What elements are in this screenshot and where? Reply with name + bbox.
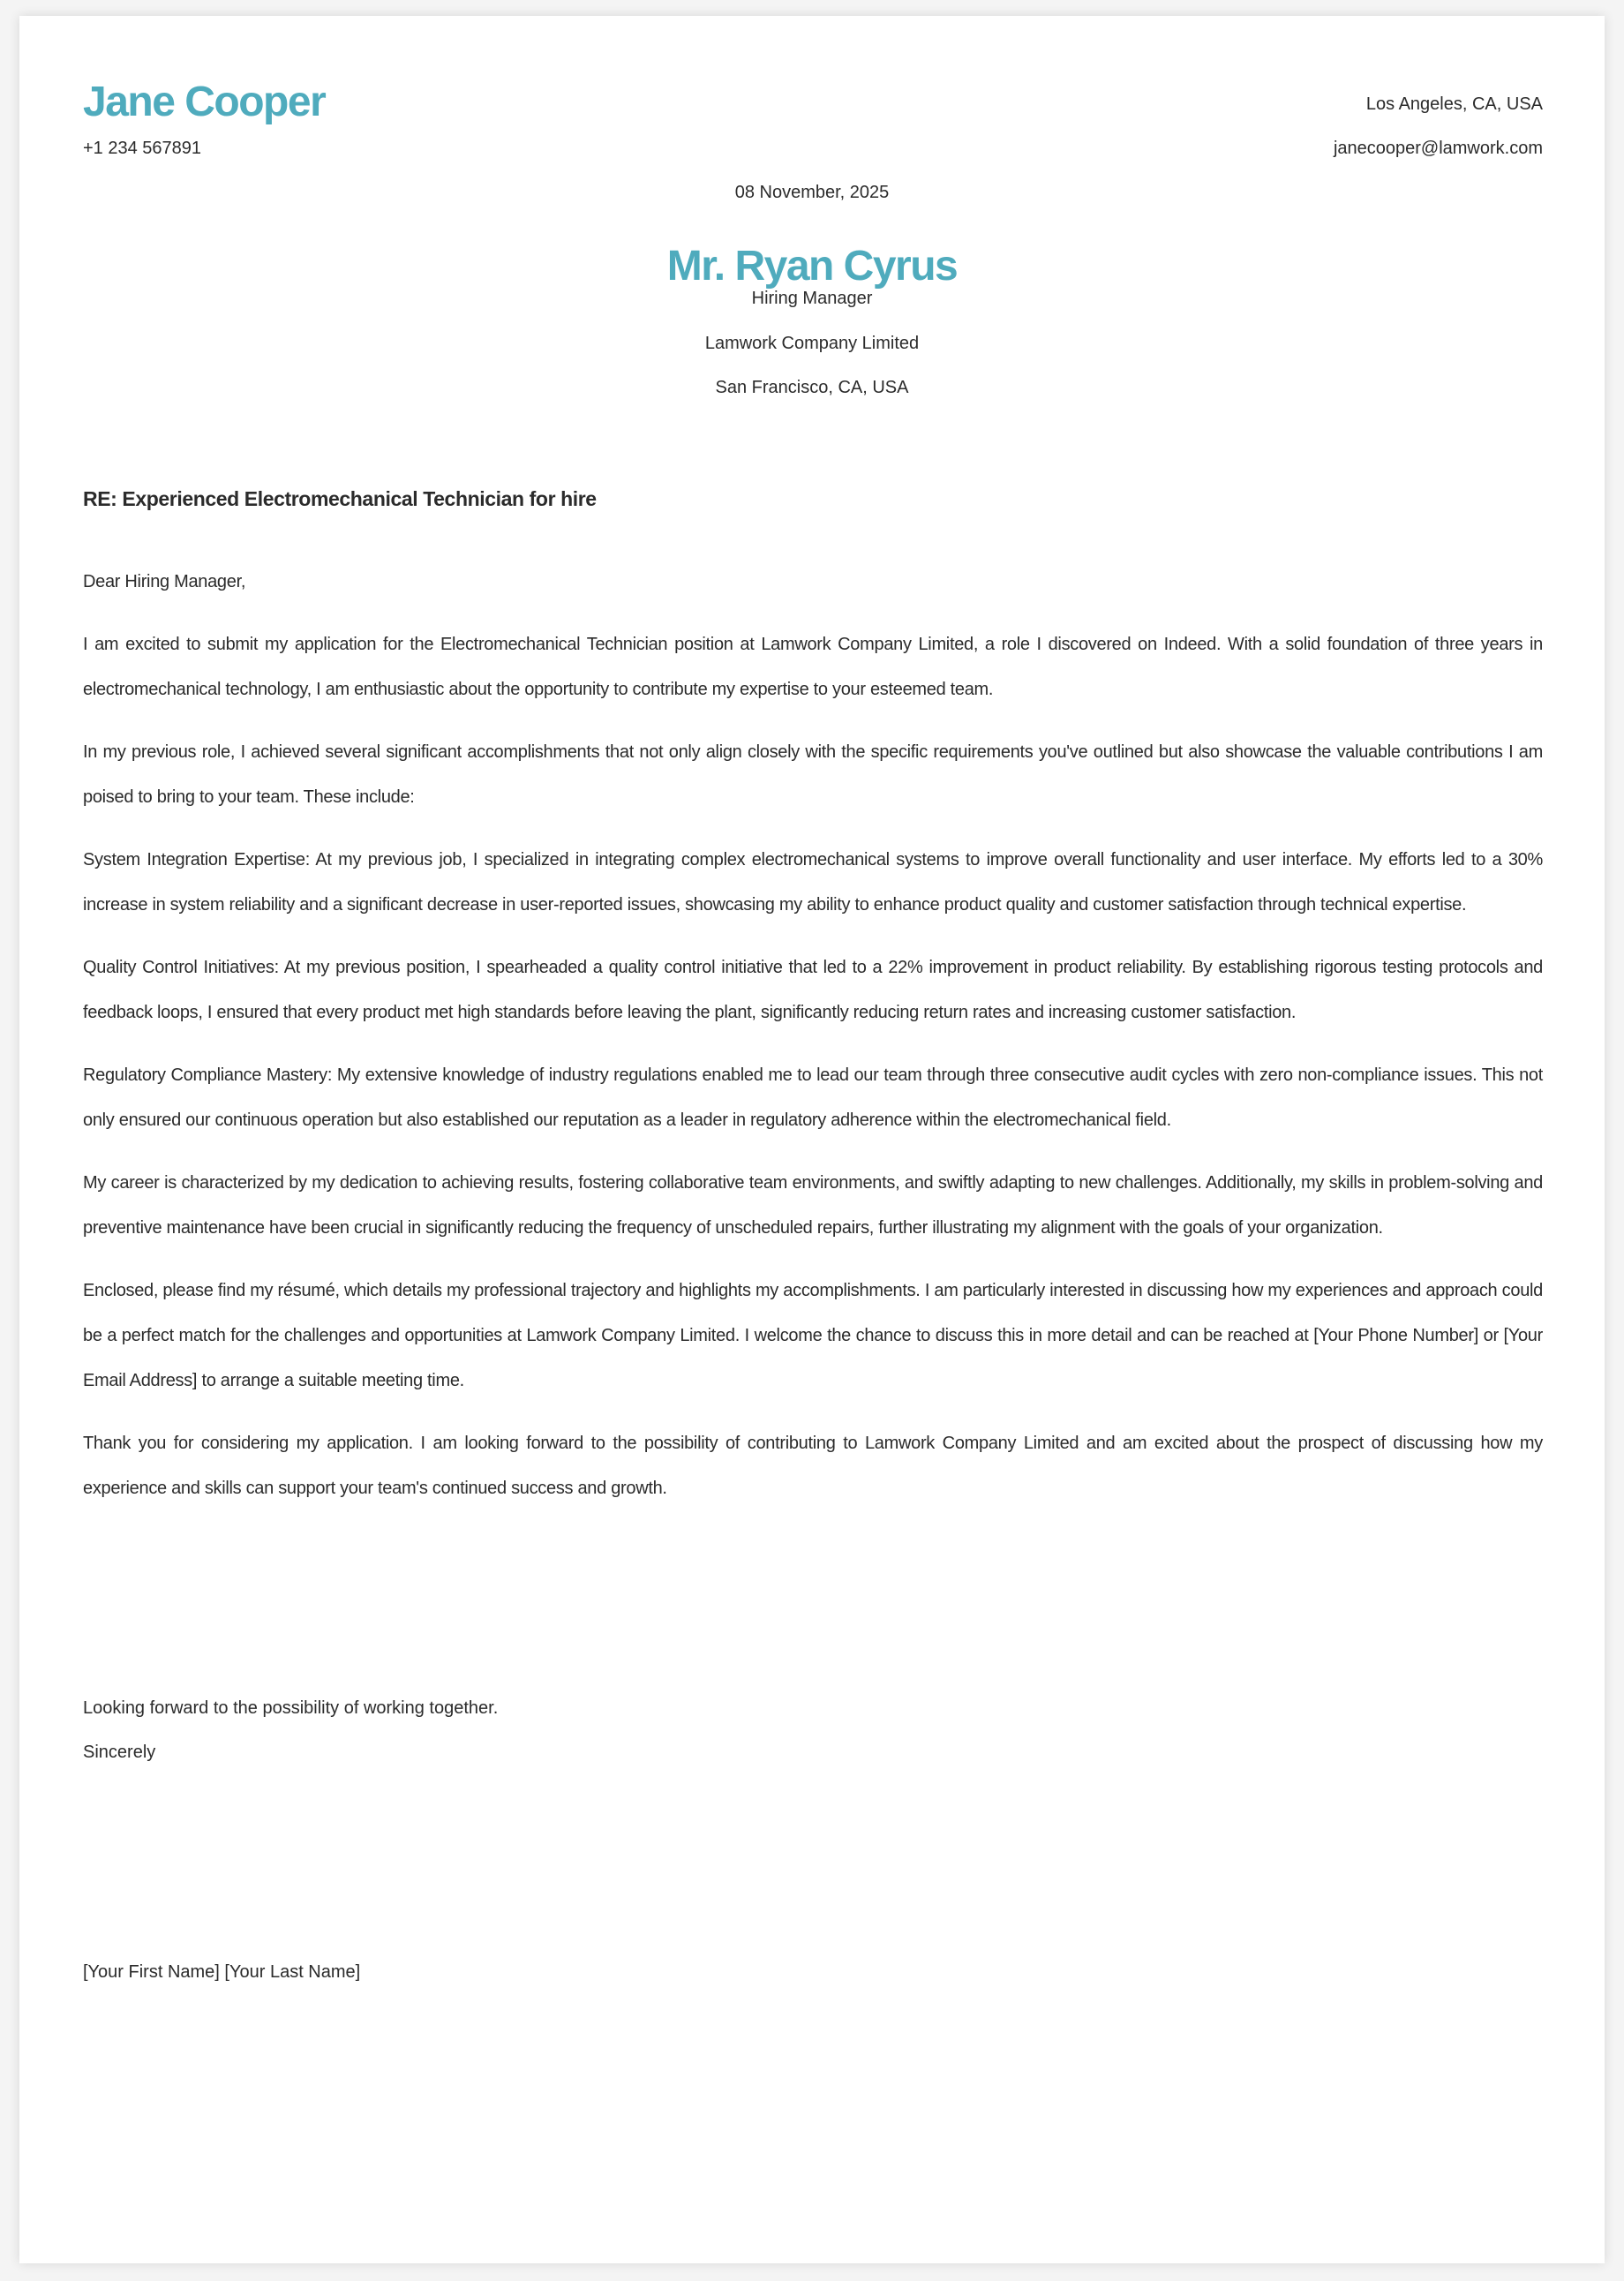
paragraph: Enclosed, please find my résumé, which details my professional trajectory and highlights my accomplishments. I am particularly interested in discussing how my experiences and approach could be a perfect match for the challenges and opportunities at Lamwork Company Limited. I welcome the chance to discuss this in more detail and can be reached at [Your Phone Number] or [Your Email Address] to arrange a suitable meeting time. — [83, 1281, 1543, 1390]
recipient-location: San Francisco, CA, USA — [715, 378, 909, 397]
closing — [83, 1686, 498, 1774]
sender-email: janecooper@lamwork.com — [1333, 139, 1543, 158]
paragraph: My career is characterized by my dedication to achieving results, fostering collaborative team environments, and swiftly adapting to new challenges. Additionally, my skills in problem-solving and preventive maintenance have been crucial in significantly reducing the frequency of unscheduled repairs, further illustrating my alignment with the goals of your organization. — [83, 1173, 1543, 1238]
subject-line: RE: Experienced Electromechanical Technician for hire — [83, 487, 597, 510]
paragraph: Quality Control Initiatives: At my previous position, I spearheaded a quality control initiative that led to a 22% improvement in product reliability. By establishing rigorous testing protocols and feedback loops, I ensured that every product met high standards before leaving the plant, significantly reducing return rates and increasing customer satisfaction. — [83, 958, 1543, 1022]
recipient-title: Hiring Manager — [751, 289, 873, 308]
signoff: Sincerely — [83, 1743, 156, 1762]
signature-name: [Your First Name] [Your Last Name] — [83, 1962, 361, 1982]
salutation: Dear Hiring Manager, — [83, 572, 246, 591]
sender-name: Jane Cooper — [83, 79, 326, 125]
sender-phone: +1 234 567891 — [83, 139, 202, 158]
recipient-company: Lamwork Company Limited — [704, 334, 920, 353]
letter-body — [83, 560, 1543, 1529]
paragraph: In my previous role, I achieved several significant accomplishments that not only align closely with the specific requirements you've outlined but also showcase the valuable contributions I am poised to bring to your team. These include: — [83, 742, 1543, 807]
letter-date: 08 November, 2025 — [734, 183, 890, 202]
paragraph: System Integration Expertise: At my previous job, I specialized in integrating complex electromechanical systems to improve overall functionality and user interface. My efforts led to a 30% increase in system reliability and a significant decrease in user-reported issues, showcasing my ability to enhance product quality and customer satisfaction through technical expertise. — [83, 850, 1543, 915]
sender-location: Los Angeles, CA, USA — [1365, 94, 1543, 114]
recipient-name: Mr. Ryan Cyrus — [666, 243, 958, 290]
closing-line: Looking forward to the possibility of working together. — [83, 1698, 499, 1718]
paragraph: I am excited to submit my application for the Electromechanical Technician position at Lamwork Company Limited, a role I discovered on Indeed. With a solid foundation of three years in electromechanical technology, I am enthusiastic about the opportunity to contribute my expertise to your esteemed team. — [83, 635, 1543, 699]
paragraph: Thank you for considering my application. I am looking forward to the possibility of contributing to Lamwork Company Limited and am excited about the prospect of discussing how my experience and skills can support your team's continued success and growth. — [83, 1434, 1543, 1498]
paragraph: Regulatory Compliance Mastery: My extensive knowledge of industry regulations enabled me to lead our team through three consecutive audit cycles with zero non-compliance issues. This not only ensured our continuous operation but also established our reputation as a leader in regulatory adherence within the electromechanical field. — [83, 1065, 1543, 1130]
letter-page — [19, 16, 1605, 2263]
